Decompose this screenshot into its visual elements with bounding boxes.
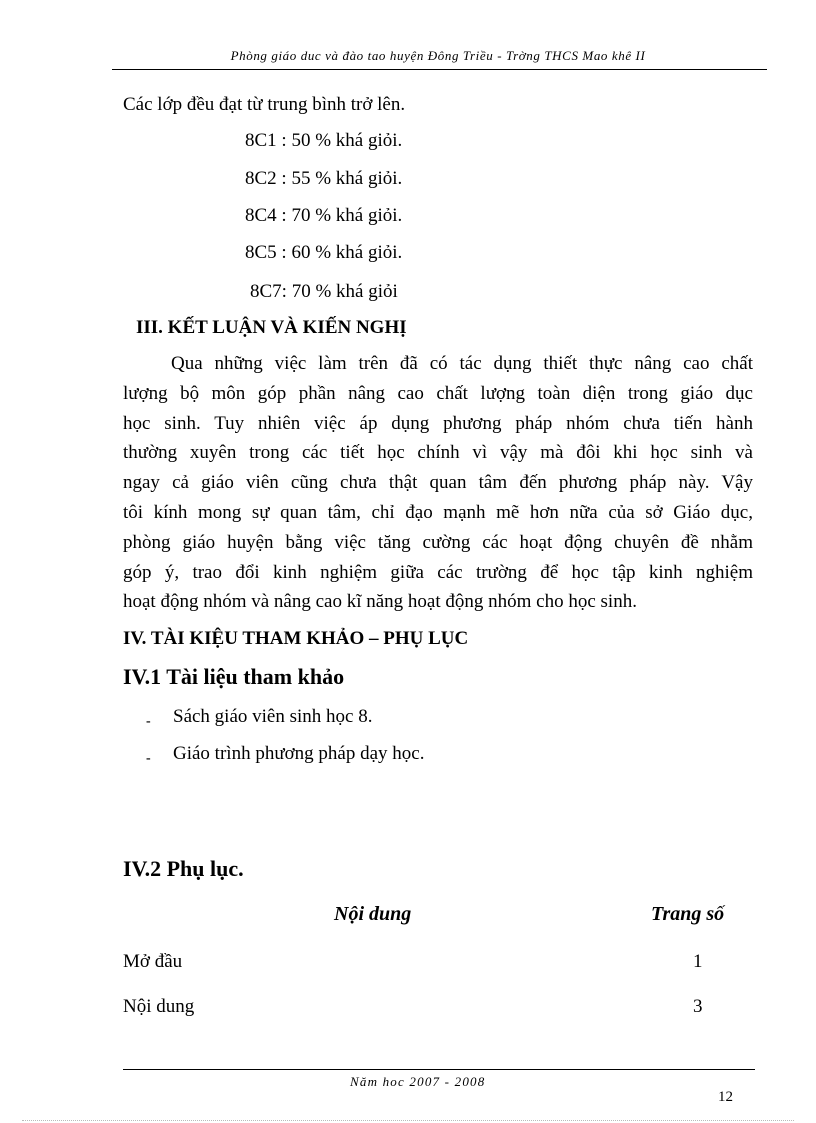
paragraph-line: hoạt động nhóm và nâng cao kĩ năng hoạt động nhóm cho học sinh. — [123, 591, 637, 613]
page-header: Phòng giáo duc và đào tao huyện Đông Triều - Trờng THCS Mao khê II — [230, 48, 646, 63]
toc-row-content: Mở đầu — [123, 951, 183, 972]
paragraph-line: phòng giáo huyện bằng việc tăng cường các hoạt động chuyên đề nhằm — [123, 531, 753, 553]
grade-item: 8C7: 70 % khá giỏi — [250, 281, 398, 302]
section3-heading: III. KẾT LUẬN VÀ KIẾN NGHỊ — [136, 317, 407, 338]
toc-row-content: Nội dung — [123, 996, 195, 1017]
appendix-heading: IV.2 Phụ lục. — [123, 856, 244, 881]
toc-row-page: 1 — [693, 951, 703, 972]
footer-rule — [123, 1069, 755, 1070]
paragraph-line: lượng bộ môn góp phần nâng cao chất lượng toàn diện trong giáo dục — [123, 382, 753, 404]
grade-item: 8C4 : 70 % khá giỏi. — [245, 205, 403, 226]
paragraph-line: thường xuyên trong các tiết học chính vì vậy mà đôi khi học sinh và — [123, 442, 753, 464]
intro-text: Các lớp đều đạt từ trung bình trở lên. — [123, 94, 406, 115]
toc-column-content: Nội dung — [334, 903, 412, 925]
paragraph-line: tôi kính mong sự quan tâm, chỉ đạo mạnh mẽ hơn nữa của sở Giáo dục, — [123, 501, 753, 523]
header-rule — [112, 69, 767, 70]
page-number: 12 — [718, 1089, 733, 1105]
grade-item: 8C1 : 50 % khá giỏi. — [245, 130, 403, 151]
paragraph-line: học sinh. Tuy nhiên việc áp dụng phương pháp nhóm chưa tiến hành — [123, 412, 753, 434]
bullet-text: Giáo trình phương pháp dạy học. — [173, 743, 425, 764]
conclusion-paragraph — [123, 349, 753, 617]
bullet-dash-icon: - — [146, 714, 151, 729]
grade-item: 8C2 : 55 % khá giỏi. — [245, 168, 403, 189]
paragraph-line: ngay cả giáo viên cũng chưa thật quan tâm đến phương pháp này. Vậy — [123, 472, 753, 494]
grade-item: 8C5 : 60 % khá giỏi. — [245, 242, 403, 263]
section4-heading: IV. TÀI KIỆU THAM KHẢO – PHỤ LỤC — [123, 628, 469, 649]
footer-year: Năm hoc 2007 - 2008 — [350, 1074, 486, 1089]
paragraph-line: Qua những việc làm trên đã có tác dụng thiết thực nâng cao chất — [171, 353, 753, 374]
page-edge-divider — [22, 1120, 794, 1121]
references-heading: IV.1 Tài liệu tham khảo — [123, 664, 345, 689]
bullet-text: Sách giáo viên sinh học 8. — [173, 706, 373, 727]
bullet-dash-icon: - — [146, 751, 151, 766]
paragraph-line: góp ý, trao đổi kinh nghiệm giữa các trường để học tập kinh nghiệm — [123, 561, 753, 583]
toc-column-page: Trang số — [651, 903, 725, 925]
toc-row-page: 3 — [693, 996, 703, 1017]
